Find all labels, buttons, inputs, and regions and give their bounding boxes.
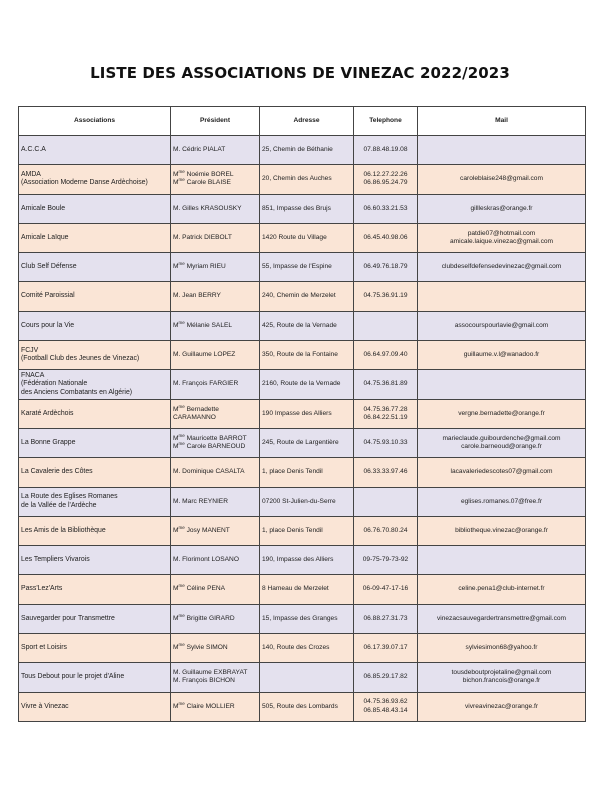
association-name: (Association Moderne Danse Ardèchoise) [21,179,148,187]
telephone-cell [354,458,418,487]
telephone-number: 06.85.48.43.14 [363,706,408,714]
header-president: Président [171,107,260,136]
president-name: M. Cédric PIALAT [173,146,226,153]
telephone-cell [354,604,418,633]
president-name: M. Dominique CASALTA [173,468,245,476]
president-name: $M^{me}$ Bernadette [173,403,219,413]
association-name-cell [19,692,171,721]
address-text: 1420 Route du Village [262,233,327,241]
mail-address[interactable]: assocourspourlavie@gmail.com [454,321,549,329]
association-name-cell [19,546,171,575]
association-name: FNACA [21,372,45,380]
telephone-cell [354,663,418,692]
address-cell [260,663,354,692]
mail-cell [418,223,586,252]
telephone-cell [354,223,418,252]
mail-address[interactable]: gillleskras@orange.fr [470,204,533,212]
president-name: $M^{me}$ Mauricette BARROT [173,432,247,442]
address-text: 190, Impasse des Alliers [262,556,334,564]
address-text: 07200 St-Julien-du-Serre [262,497,336,505]
telephone-cell [354,311,418,340]
telephone-cell [354,692,418,721]
address-text: 1, place Denis Tendil [262,526,323,534]
telephone-cell [354,136,418,165]
president-name: $M^{me}$ Claire MOLLIER [173,700,235,710]
telephone-cell [354,487,418,516]
telephone-number: 06.49.76.18.79 [363,263,408,271]
association-name-cell [19,634,171,663]
association-name-cell [19,370,171,399]
address-text: 15, Impasse des Granges [262,614,338,622]
mail-address[interactable]: carole.barneoud@orange.fr [461,443,542,451]
address-cell [260,604,354,633]
association-name: La Bonne Grappe [21,438,76,446]
association-name: Comité Paroissial [21,292,75,300]
title-superscript: me [178,432,185,438]
president-name: M. François BICHON [173,677,235,685]
table-row [19,516,586,545]
address-cell [260,311,354,340]
association-name-cell [19,341,171,370]
title-superscript: me [178,524,185,530]
president-cell [171,399,260,428]
table-row [19,399,586,428]
address-text: 245, Route de Largentière [262,438,339,446]
president-name: $M^{me}$ Brigitte GIRARD [173,612,235,622]
mail-address[interactable]: clubdeselfdefensedevinezac@gmail.com [441,263,562,271]
address-cell [260,341,354,370]
mail-cell [418,546,586,575]
telephone-number: 07.88.48.19.08 [363,146,408,153]
telephone-cell [354,370,418,399]
association-name: Vivre à Vinezac [21,702,69,710]
telephone-cell [354,546,418,575]
title-superscript: me [178,261,185,266]
table-row [19,253,586,282]
table-row [19,223,586,252]
address-cell [260,399,354,428]
telephone-number: 06.64.97.09.40 [363,351,408,359]
president-cell [171,516,260,545]
president-cell [171,194,260,223]
association-name-cell [19,428,171,457]
president-name: M. Marc REYNIER [173,497,228,505]
association-name: de la Vallée de l'Ardèche [21,501,97,509]
president-name: $M^{me}$ Carole BLAISE [173,177,231,187]
address-text: 851, Impasse des Brujs [262,204,331,212]
mail-cell [418,399,586,428]
title-superscript: me [178,319,185,325]
president-cell [171,692,260,721]
association-name-cell [19,604,171,633]
telephone-number: 06.76.70.80.24 [363,526,408,534]
address-text: 190 Impasse des Alliers [262,409,332,417]
telephone-number: 06.88.27.31.73 [363,614,408,622]
president-cell [171,282,260,311]
association-name-cell [19,458,171,487]
president-name: $M^{me}$ Noémie BOREL [173,168,234,179]
table-row [19,341,586,370]
mail-cell [418,136,586,165]
association-name: Cours pour la Vie [21,321,75,329]
table-body [19,136,586,722]
association-name: des Anciens Combatants en Algérie) [21,388,133,396]
president-cell [171,165,260,194]
president-cell [171,136,260,165]
association-name: (Football Club des Jeunes de Vinezac) [21,355,140,363]
president-cell [171,604,260,633]
president-cell [171,428,260,457]
president-name: M. Patrick DIEBOLT [173,233,232,241]
table-row [19,487,586,516]
telephone-cell [354,399,418,428]
mail-address[interactable]: tousdeboutprojetaline@gmail.com [451,669,552,677]
title-superscript: me [178,177,185,183]
associations-table [18,106,586,722]
president-cell [171,634,260,663]
telephone-cell [354,165,418,194]
table-row [19,136,586,165]
header-mail: Mail [418,107,586,136]
association-name: Sauvegarder pour Transmettre [21,614,115,622]
telephone-number: 06.85.29.17.82 [363,673,408,681]
association-name: Sport et Loisirs [21,644,67,652]
table-row [19,546,586,575]
address-text: 2160, Route de la Vernade [262,380,341,388]
telephone-cell [354,253,418,282]
table-row [19,458,586,487]
telephone-cell [354,516,418,545]
telephone-number: 04.75.36.77.28 [363,405,408,413]
address-cell [260,282,354,311]
president-cell [171,663,260,692]
president-name: $M^{me}$ Céline PENA [173,583,226,593]
president-name: $M^{me}$ Sylvie SIMON [173,641,228,652]
telephone-number: 06.12.27.22.26 [363,171,408,179]
title-superscript: me [178,168,185,174]
title-superscript: me [178,700,185,706]
association-name-cell [19,136,171,165]
association-name-cell [19,194,171,223]
mail-cell [418,253,586,282]
telephone-number: 06-09-47-17-16 [362,585,409,593]
title-superscript: me [178,612,185,618]
table-row [19,575,586,604]
mail-address[interactable]: lacavaleriedescotes07@gmail.com [450,468,553,476]
telephone-number: 06.86.95.24.79 [363,179,408,187]
address-text: 240, Chemin de Merzelet [262,292,336,300]
mail-cell [418,165,586,194]
telephone-number: 06.84.22.51.19 [363,413,408,421]
header-adresse: Adresse [260,107,354,136]
association-name: Amicale Boule [21,204,66,212]
president-name: M. Guillaume EXBRAYAT [173,669,248,677]
telephone-cell [354,428,418,457]
mail-cell [418,370,586,399]
association-name-cell [19,165,171,194]
table-row [19,165,586,194]
address-text: 425, Route de la Vernade [262,321,337,329]
header-telephone: Telephone [354,107,418,136]
title-superscript: me [178,440,185,446]
president-name: $M^{me}$ Josy MANENT [173,524,230,534]
president-name: M. Gilles KRASOUSKY [173,204,242,212]
association-name-cell [19,487,171,516]
telephone-cell [354,194,418,223]
table-row [19,428,586,457]
mail-cell [418,692,586,721]
mail-cell [418,194,586,223]
telephone-cell [354,575,418,604]
address-text: 25, Chemin de Béthanie [262,146,333,153]
title-superscript: me [178,403,185,409]
mail-address[interactable]: caroleblaise248@gmail.com [460,175,543,183]
association-name-cell [19,223,171,252]
address-text: 20, Chemin des Auches [262,175,332,183]
address-cell [260,194,354,223]
address-text: 1, place Denis Tendil [262,468,323,476]
president-cell [171,253,260,282]
mail-address[interactable]: amicale.laique.vinezac@gmail.com [449,238,554,246]
president-name: M. Jean BERRY [173,292,221,300]
association-name: Karaté Ardèchois [21,409,74,417]
table-row [19,282,586,311]
address-cell [260,253,354,282]
president-name: $M^{me}$ Myriam RIEU [173,261,226,271]
president-cell [171,223,260,252]
address-text: 8 Hameau de Merzelet [262,585,329,593]
association-name-cell [19,575,171,604]
address-cell [260,370,354,399]
mail-address[interactable]: vinezacsauvegardertransmettre@gmail.com [436,614,567,622]
table-row [19,311,586,340]
address-cell [260,692,354,721]
president-name: M. François FARGIER [173,380,239,388]
table-row [19,604,586,633]
president-cell [171,487,260,516]
association-name-cell [19,516,171,545]
address-cell [260,634,354,663]
mail-address[interactable]: guillaume.v.l@wanadoo.fr [463,351,540,359]
mail-address[interactable]: vergne.bernadette@orange.fr [458,409,545,417]
mail-cell [418,282,586,311]
president-name: M. Guillaume LOPEZ [173,351,236,359]
mail-cell [418,341,586,370]
association-name: La Cavalerie des Côtes [21,468,93,476]
address-text: 55, Impasse de l'Espine [262,263,332,271]
telephone-number: 04.75.36.91.19 [363,292,408,300]
address-cell [260,223,354,252]
address-cell [260,546,354,575]
mail-address[interactable]: eglises.romanes.07@free.fr [460,497,543,505]
telephone-number: 04.75.36.81.89 [363,380,408,388]
association-name-cell [19,282,171,311]
telephone-number: 06.45.40.98.06 [363,233,408,241]
president-name: CARAMANNO [173,413,216,421]
president-name: M. Florimont LOSANO [173,556,239,564]
association-name: Club Self Défense [21,263,77,271]
association-name: A.C.C.A [21,146,46,153]
address-cell [260,428,354,457]
mail-address[interactable]: patdie07@hotmail.com [467,229,536,237]
president-cell [171,370,260,399]
address-text: 505, Route des Lombards [262,702,338,710]
association-name: La Route des Eglises Romanes [21,493,118,501]
address-cell [260,487,354,516]
association-name: Pass'Lez'Arts [21,585,63,593]
association-name: Les Amis de la Bibliothèque [21,526,106,534]
title-superscript: me [178,583,185,589]
association-name: AMDA [21,171,41,179]
address-cell [260,516,354,545]
association-name: Amicale Laïque [21,233,69,241]
table-row [19,194,586,223]
address-text: 350, Route de la Fontaine [262,351,338,359]
association-name-cell [19,663,171,692]
association-name: FCJV [21,346,39,354]
president-cell [171,458,260,487]
mail-cell [418,311,586,340]
association-name: (Fédération Nationale [21,380,88,388]
telephone-number: 09-75-79-73-92 [362,556,409,564]
president-cell [171,575,260,604]
telephone-number: 04.75.36.93.62 [363,698,408,706]
telephone-cell [354,341,418,370]
president-cell [171,341,260,370]
president-cell [171,546,260,575]
telephone-number: 06.17.39.07.17 [363,644,408,652]
table-row [19,634,586,663]
association-name-cell [19,399,171,428]
mail-cell [418,458,586,487]
mail-cell [418,428,586,457]
table-row [19,692,586,721]
mail-address[interactable]: sylviesimon68@yahoo.fr [465,644,538,652]
president-cell [171,311,260,340]
mail-address[interactable]: celine.pena1@club-internet.fr [458,585,545,593]
association-name: Tous Debout pour le projet d'Aline [21,673,125,681]
mail-cell [418,516,586,545]
mail-cell [418,487,586,516]
telephone-cell [354,634,418,663]
mail-cell [418,575,586,604]
telephone-cell [354,282,418,311]
header-associations: Associations [19,107,171,136]
address-cell [260,165,354,194]
page-title: LISTE DES ASSOCIATIONS DE VINEZAC 2022/2023 [90,64,510,82]
association-name-cell [19,253,171,282]
telephone-number: 04.75.93.10.33 [363,438,408,446]
association-name-cell [19,311,171,340]
association-name: Les Templiers Vivarois [21,556,90,564]
telephone-number: 06.60.33.21.53 [363,204,408,212]
mail-cell [418,604,586,633]
address-cell [260,136,354,165]
mail-cell [418,663,586,692]
table-row [19,663,586,692]
address-cell [260,458,354,487]
president-name: $M^{me}$ Mélanie SALEL [173,319,233,329]
telephone-number: 06.33.33.97.46 [363,468,408,476]
mail-address[interactable]: bichon.francois@orange.fr [462,677,541,685]
table-header-row [19,107,586,136]
title-superscript: me [178,641,185,647]
president-name: $M^{me}$ Carole BARNEOUD [173,440,246,451]
mail-cell [418,634,586,663]
mail-address[interactable]: vivreavinezac@orange.fr [464,702,539,710]
table-row [19,370,586,399]
mail-address[interactable]: bibliotheque.vinezac@orange.fr [455,526,548,534]
mail-address[interactable]: marieclaude.guibourdenche@gmail.com [442,434,561,442]
address-text: 140, Route des Crozes [262,644,330,652]
address-cell [260,575,354,604]
